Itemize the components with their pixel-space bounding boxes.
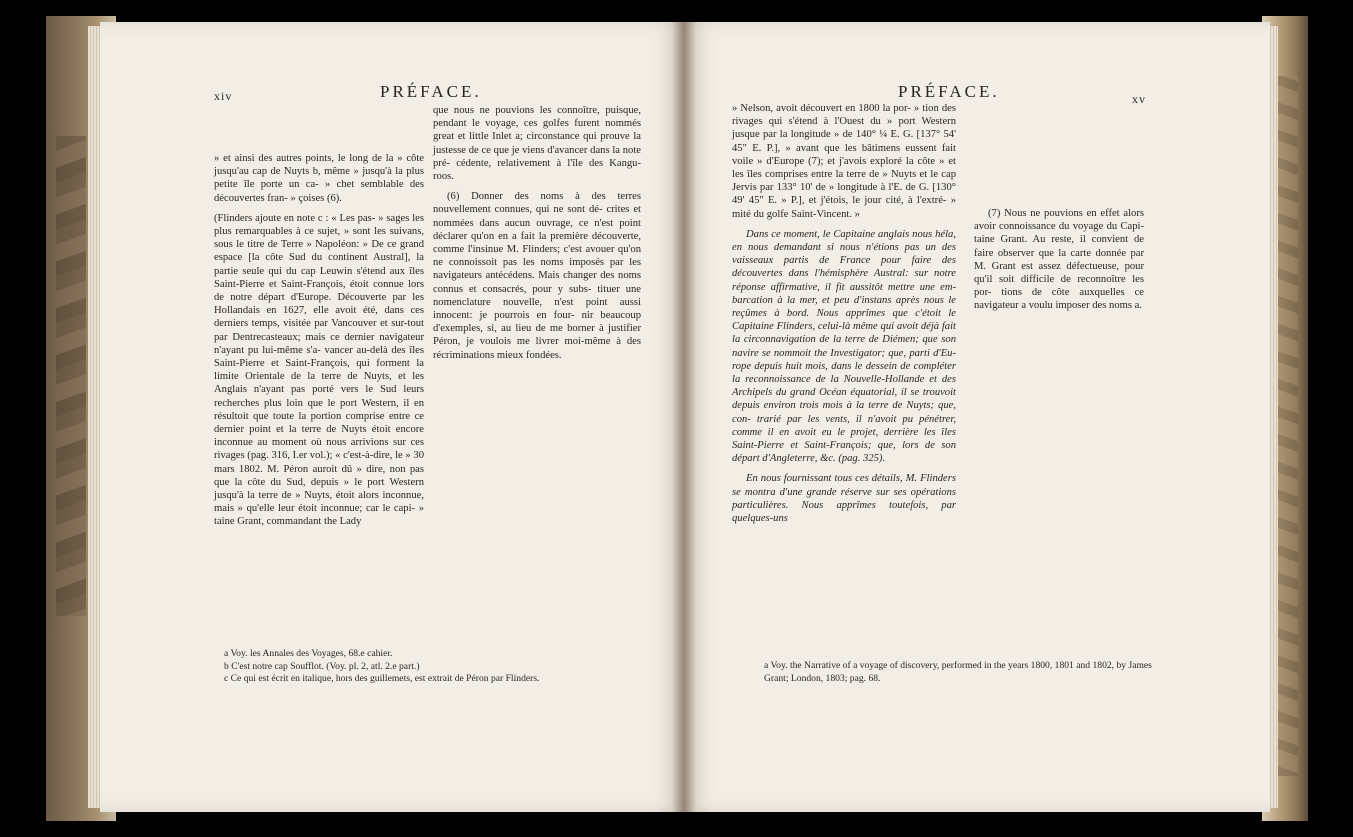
left-footnotes <box>224 648 644 686</box>
right-col2-paragraph-1: (7) Nous ne pouvions en effet alors avoir connoissance du voyage du Capi- taine Grant. Au reste, il convient de faire observer que la carte donnée par M. Grant est assez défectueuse, pour qu'il soit difficile de reconnoître les por- tions de côte auxquelles ce navigateur a voulu imposer des noms a. <box>974 208 1144 312</box>
left-footnote-c: c Ce qui est écrit en italique, hors des guillemets, est extrait de Péron par Flinders. <box>224 673 540 685</box>
right-page-header: PRÉFACE. <box>898 82 1000 101</box>
left-column-2 <box>433 104 641 369</box>
right-col1-paragraph-1: » Nelson, avoit découvert en 1800 la por- » tion des rivages qui s'étend à l'Ouest du » port Western jusque par la longitude » de 140° ¼ E. G. [137° 54' 45" E. P.], » avant que les bâtimens eussent fait voile » d'Europe (7); et j'avois exploré la côte » et les îles comprises entre la terre de » Nuyts et le cap Jervis par 133° 10' de » longitude à l'E. de G. [130° 49' 45" E. » P.], et j'étois, le jour cité, à l'extré- » mité du golfe Saint-Vincent. » <box>732 103 956 220</box>
left-column-1 <box>214 152 424 536</box>
book-gutter <box>672 22 696 812</box>
right-page <box>684 22 1270 812</box>
marbled-binding-left <box>56 136 86 616</box>
left-footnote-a: a Voy. les Annales des Voyages, 68.e cahier. <box>224 648 393 659</box>
right-footnote-a: a Voy. the Narrative of a voyage of discovery, performed in the years 1800, 1801 and 1802, by James Grant; London, 1803; pag. 68. <box>764 660 1152 684</box>
marbled-binding-right <box>1276 76 1298 776</box>
right-col1-paragraph-2: Dans ce moment, le Capitaine anglais nous héla, en nous demandant si nous n'étions pas un des vaisseaux partis de France pour faire des découvertes dans l'hémisphère Austral: sur notre réponse affirmative, il fit aussitôt mettre une em- barcation à la mer, et peu d'instans après nous le reçûmes à bord. Nous apprîmes que c'étoit le Capitaine Flinders, celui-là même qui avoit déjà fait la circonnavigation de la terre de Diémen; que son navire se nommoit the Investigator; que, parti d'Eu- rope depuis huit mois, dans le dessein de compléter la reconnoissance de la Nouvelle-Hollande et des Archipels du grand Océan équatorial, il se trouvoit depuis environ trois mois à la terre de Nuyts; que, con- trarié par les vents, il n'avoit pu pénétrer, comme il en avoit eu le projet, derrière les îles Saint-Pierre et Saint-François; que, lors de son départ d'Angleterre, &c. (pag. 325). <box>732 228 956 465</box>
left-col2-paragraph-2: (6) Donner des noms à des terres nouvellement connues, qui ne sont dé- crites et nommées dans aucun ouvrage, ce n'est point déclarer qu'on en a fait la première découverte, comme l'insinue M. Flinders; c'est avouer qu'on ne connoissoit pas les noms imposés par les navigateurs antécédens. Mais changer des noms connus et consacrés, pour y subs- tituer une nomenclature nouvelle, n'est point aussi innocent: je pourrois en four- nir beaucoup d'exemples, si, au lieu de me borner à justifier Péron, je voulois me livrer moi-même à des récriminations mieux fondées. <box>433 191 641 361</box>
left-col1-paragraph-2: (Flinders ajoute en note c : « Les pas- » sages les plus remarquables à ce sujet, » sont les suivans, sous le titre de Terre » Napoléon: » De ce grand espace [la côte Sud du continent Austral], la partie seule qui du cap Leuwin s'étend aux îles Saint-Pierre et Saint-François, étoit connue lors de notre départ d'Europe. Découverte par les Hollandais en 1627, elle avoit été, dans ces derniers temps, visitée par Vancouver et sur-tout par Dentrecasteaux; mais ce dernier navigateur n'ayant pu lui-même s'a- vancer au-delà des îles Saint-Pierre et Saint-François, qui forment la limite Orientale de la terre de Nuyts, et les Anglais n'ayant pas porté vers le Sud leurs recherches plus loin que le port Western, il en résultoit que toute la portion comprise entre ce dernier point et la terre de Nuyts étoit encore inconnue au moment où nous arrivions sur ces rivages (pag. 316, I.er vol.); « c'est-à-dire, le » 30 mars 1802. M. Péron auroit dû » dire, non pas que la côte du Sud, depuis » le port Western jusqu'à la terre de » Nuyts, étoit alors inconnue, mais » qu'elle leur étoit inconnue; car le capi- » taine Grant, commandant the Lady <box>214 212 424 528</box>
right-page-number: xv <box>1132 92 1146 106</box>
left-page-header: PRÉFACE. <box>380 82 482 101</box>
right-column-2 <box>974 207 1144 320</box>
left-page <box>100 22 684 812</box>
left-page-number: xiv <box>214 89 233 103</box>
right-col1-paragraph-3: En nous fournissant tous ces détails, M. Flinders se montra d'une grande réserve sur ses opérations particulières. Nous apprîmes toutefois, par quelques-uns <box>732 473 956 525</box>
right-column-1 <box>732 102 956 532</box>
left-footnote-b: b C'est notre cap Soufflot. (Voy. pl. 2, atl. 2.e part.) <box>224 660 420 672</box>
left-col1-paragraph-1: » et ainsi des autres points, le long de la » côte jusqu'au cap de Nuyts b, même » jusqu'à la plus petite île porte un ca- » chet semblable des découvertes fran- » çoises (6). <box>214 153 424 204</box>
right-footnotes <box>764 660 1164 685</box>
left-col2-paragraph-1: que nous ne pouvions les connoître, puisque, pendant le voyage, ces golfes furent nommés great et little Inlet a; circonstance qui prouve la justesse de ce que je viens d'avancer dans la note pré- cédente, relativement à l'île des Kangu- roos. <box>433 105 641 183</box>
